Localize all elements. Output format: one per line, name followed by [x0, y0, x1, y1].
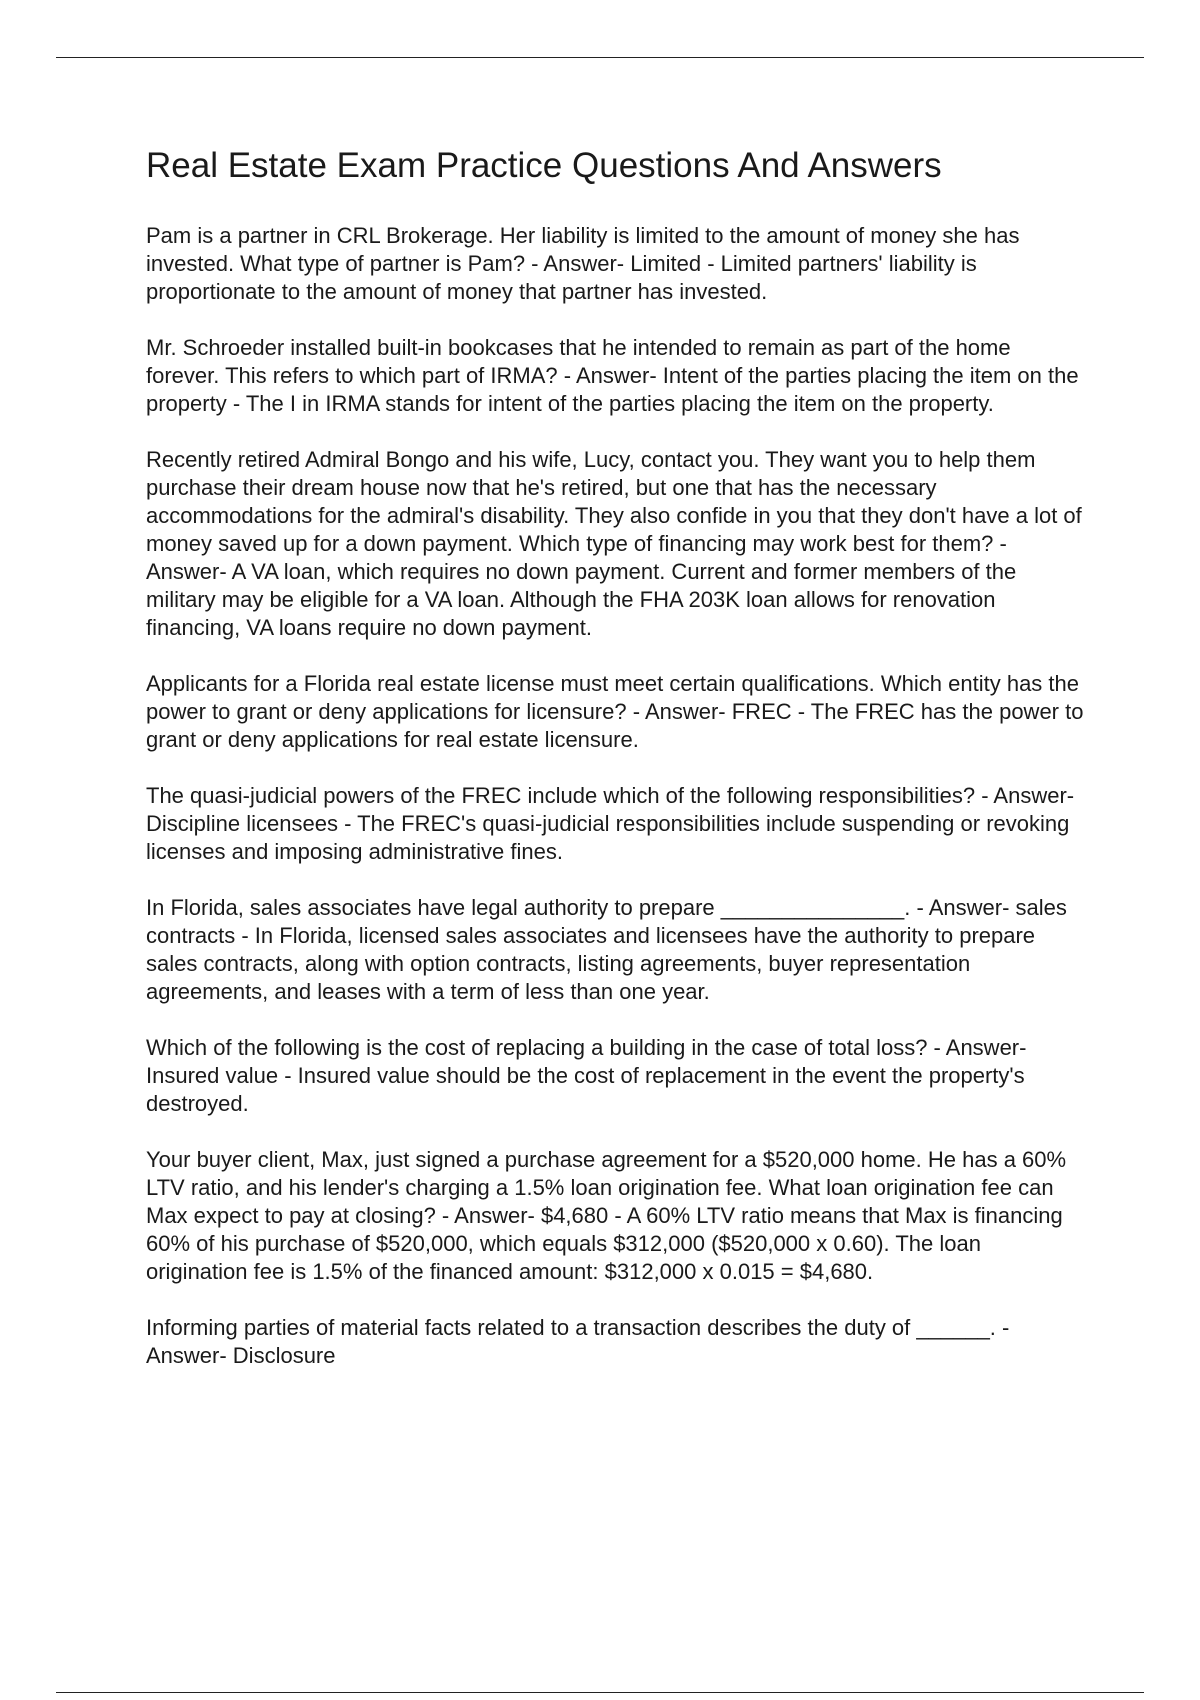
qa-list: [146, 222, 1090, 1370]
qa-item: Your buyer client, Max, just signed a purchase agreement for a $520,000 home. He has a 60% LTV ratio, and his lender's charging a 1.5% loan origination fee. What loan origination fee can Max expect to pay at closing? - Answer- $4,680 - A 60% LTV ratio means that Max is financing 60% of his purchase of $520,000, which equals $312,000 ($520,000 x 0.60). The loan origination fee is 1.5% of the financed amount: $312,000 x 0.015 = $4,680.: [146, 1147, 1073, 1284]
document-body: [146, 142, 1090, 1398]
qa-item: Which of the following is the cost of replacing a building in the case of total loss? - Answer- Insured value - Insured value should be the cost of replacement in the event the property's destroyed.: [146, 1035, 1033, 1116]
qa-item: Pam is a partner in CRL Brokerage. Her liability is limited to the amount of money she has invested. What type of partner is Pam? - Answer- Limited - Limited partners' liability is proportionate to the amount of money that partner has invested.: [146, 223, 1026, 304]
top-divider: [56, 57, 1144, 58]
bottom-divider: [56, 1692, 1144, 1693]
qa-item: In Florida, sales associates have legal authority to prepare _______________. - Answer- sales contracts - In Florida, licensed sales associates and licensees have the authority to prepare sales contracts, along with option contracts, listing agreements, buyer representation agreements, and leases with a term of less than one year.: [146, 895, 1074, 1004]
qa-item: Applicants for a Florida real estate license must meet certain qualifications. Which entity has the power to grant or deny applications for licensure? - Answer- FREC - The FREC has the power to grant or deny applications for real estate licensure.: [146, 671, 1090, 752]
document-title: Real Estate Exam Practice Questions And Answers: [146, 146, 942, 185]
qa-item: Recently retired Admiral Bongo and his wife, Lucy, contact you. They want you to help them purchase their dream house now that he's retired, but one that has the necessary accommodations for the admiral's disability. They also confide in you that they don't have a lot of money saved up for a down payment. Which type of financing may work best for them? - Answer- A VA loan, which requires no down payment. Current and former members of the military may be eligible for a VA loan. Although the FHA 203K loan allows for renovation financing, VA loans require no down payment.: [146, 447, 1088, 640]
qa-item: Informing parties of material facts related to a transaction describes the duty of ______. - Answer- Disclosure: [146, 1315, 1015, 1368]
qa-item: The quasi-judicial powers of the FREC include which of the following responsibilities? - Answer- Discipline licensees - The FREC's quasi-judicial responsibilities include suspending or revoking licenses and imposing administrative fines.: [146, 783, 1081, 864]
qa-item: Mr. Schroeder installed built-in bookcases that he intended to remain as part of the home forever. This refers to which part of IRMA? - Answer- Intent of the parties placing the item on the property - The I in IRMA stands for intent of the parties placing the item on the property.: [146, 335, 1085, 416]
